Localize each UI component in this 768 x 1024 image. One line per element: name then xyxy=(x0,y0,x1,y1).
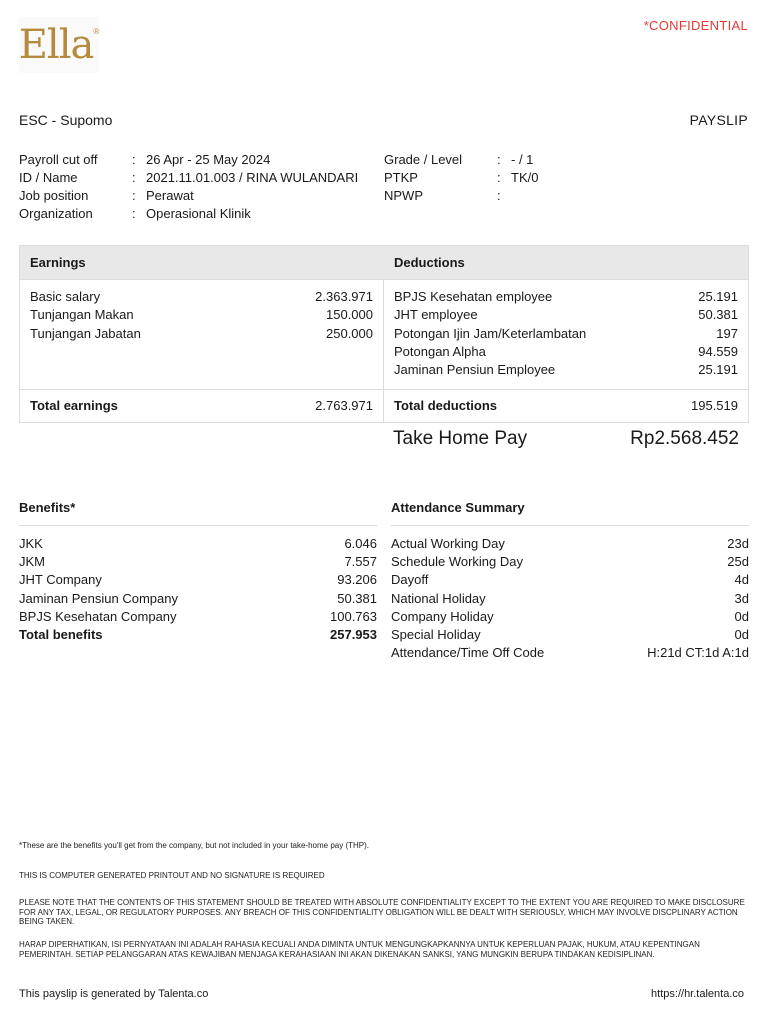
benefit-row xyxy=(19,608,377,626)
info-value: TK/0 xyxy=(511,170,539,185)
attendance-section xyxy=(391,499,749,662)
info-row xyxy=(384,151,538,169)
earnings-amount: 2.363.971 xyxy=(315,289,373,304)
total-benefits-label: Total benefits xyxy=(19,626,103,642)
info-label: ID / Name xyxy=(19,170,78,185)
deductions-list xyxy=(384,280,748,389)
attendance-label: National Holiday xyxy=(391,590,486,606)
table-header xyxy=(20,246,748,279)
attendance-row xyxy=(391,626,749,644)
attendance-label: Company Holiday xyxy=(391,608,494,624)
info-value: - / 1 xyxy=(511,152,534,167)
deduction-label: BPJS Kesehatan employee xyxy=(394,289,553,304)
info-row xyxy=(384,187,538,205)
total-deductions-amount: 195.519 xyxy=(691,398,738,413)
info-label: Payroll cut off xyxy=(19,152,98,167)
info-label: Organization xyxy=(19,206,93,221)
take-home-pay-amount: Rp2.568.452 xyxy=(630,428,739,449)
total-earnings xyxy=(20,390,384,422)
info-value: 2021.11.01.003 / RINA WULANDARI xyxy=(146,170,359,185)
attendance-row xyxy=(391,608,749,626)
benefit-row xyxy=(19,553,377,571)
deduction-amount: 94.559 xyxy=(698,343,738,359)
attendance-label: Special Holiday xyxy=(391,626,481,642)
table-body xyxy=(20,279,748,389)
take-home-pay-label: Take Home Pay xyxy=(393,428,528,449)
deduction-row xyxy=(394,288,738,306)
info-separator: : xyxy=(497,170,501,185)
document-title: PAYSLIP xyxy=(689,112,748,128)
earnings-label: Tunjangan Makan xyxy=(30,307,134,323)
deduction-label: Jaminan Pensiun Employee xyxy=(394,362,556,378)
earnings-row xyxy=(30,288,373,306)
logo-text: Ella xyxy=(18,22,94,68)
attendance-value: 3d xyxy=(734,590,749,606)
earnings-amount: 150.000 xyxy=(326,307,373,323)
benefit-row xyxy=(19,571,377,589)
info-separator: : xyxy=(132,188,136,203)
total-benefits-amount: 257.953 xyxy=(330,626,377,642)
deduction-amount: 50.381 xyxy=(698,307,738,323)
total-benefits xyxy=(19,626,377,644)
total-earnings-amount: 2.763.971 xyxy=(315,398,373,413)
attendance-heading: Attendance Summary xyxy=(391,499,749,526)
total-deductions-label: Total deductions xyxy=(394,398,498,413)
earnings-list xyxy=(20,280,384,389)
info-row xyxy=(19,151,358,169)
attendance-label: Schedule Working Day xyxy=(391,554,523,570)
talenta-url[interactable]: https://hr.talenta.co xyxy=(651,988,744,1000)
attendance-value: 23d xyxy=(727,536,749,551)
benefit-label: JKK xyxy=(19,536,43,551)
total-earnings-label: Total earnings xyxy=(30,398,118,413)
info-row xyxy=(384,169,538,187)
info-row xyxy=(19,187,358,205)
info-value: 26 Apr - 25 May 2024 xyxy=(146,152,271,167)
deduction-amount: 25.191 xyxy=(698,289,738,304)
benefits-footnote: *These are the benefits you'll get from the company, but not included in your take-home pay (THP). xyxy=(19,841,370,850)
computer-generated-note: THIS IS COMPUTER GENERATED PRINTOUT AND NO SIGNATURE IS REQUIRED xyxy=(19,871,325,880)
deduction-row xyxy=(394,306,738,324)
info-separator: : xyxy=(497,188,501,203)
attendance-label: Attendance/Time Off Code xyxy=(391,645,545,661)
deduction-label: Potongan Alpha xyxy=(394,343,486,359)
logo-registered-mark: ® xyxy=(93,26,100,36)
benefit-label: BPJS Kesehatan Company xyxy=(19,608,177,624)
attendance-row xyxy=(391,644,749,662)
take-home-pay xyxy=(393,428,739,450)
earnings-amount: 250.000 xyxy=(326,325,373,341)
attendance-value: 4d xyxy=(734,572,749,588)
benefit-amount: 93.206 xyxy=(337,572,377,588)
benefit-amount: 50.381 xyxy=(337,590,377,606)
deduction-row xyxy=(394,343,738,361)
deductions-heading: Deductions xyxy=(394,255,465,270)
attendance-label: Actual Working Day xyxy=(391,536,505,551)
earnings-label: Tunjangan Jabatan xyxy=(30,325,141,341)
attendance-value: H:21d CT:1d A:1d xyxy=(647,645,749,661)
company-logo xyxy=(19,17,99,73)
earnings-row xyxy=(30,306,373,324)
employee-info-left xyxy=(19,151,358,223)
benefit-label: JHT Company xyxy=(19,572,102,588)
benefit-amount: 100.763 xyxy=(330,608,377,624)
info-row xyxy=(19,169,358,187)
info-label: Grade / Level xyxy=(384,152,463,167)
confidential-label: *CONFIDENTIAL xyxy=(643,18,748,33)
info-separator: : xyxy=(132,206,136,221)
earnings-heading: Earnings xyxy=(30,255,86,270)
benefit-row xyxy=(19,590,377,608)
info-row xyxy=(19,205,358,223)
employee-info-right xyxy=(384,151,538,205)
earnings-deductions-table xyxy=(19,245,749,423)
company-name: ESC - Supomo xyxy=(19,112,113,128)
deduction-amount: 25.191 xyxy=(698,362,738,378)
deduction-label: JHT employee xyxy=(394,307,478,323)
generated-by: This payslip is generated by Talenta.co xyxy=(19,988,209,1000)
attendance-value: 25d xyxy=(727,554,749,570)
attendance-row xyxy=(391,571,749,589)
info-value: Perawat xyxy=(146,188,194,203)
earnings-row xyxy=(30,325,373,343)
info-separator: : xyxy=(132,170,136,185)
benefit-row xyxy=(19,535,377,553)
deduction-row xyxy=(394,361,738,379)
earnings-label: Basic salary xyxy=(30,289,101,304)
attendance-row xyxy=(391,553,749,571)
benefit-amount: 6.046 xyxy=(344,536,377,551)
info-label: PTKP xyxy=(384,170,418,185)
deduction-amount: 197 xyxy=(716,325,738,341)
deduction-row xyxy=(394,325,738,343)
benefit-label: Jaminan Pensiun Company xyxy=(19,590,178,606)
attendance-row xyxy=(391,590,749,608)
info-separator: : xyxy=(497,152,501,167)
deduction-label: Potongan Ijin Jam/Keterlambatan xyxy=(394,325,587,341)
attendance-value: 0d xyxy=(734,626,749,642)
table-totals xyxy=(20,389,748,422)
attendance-value: 0d xyxy=(734,608,749,624)
benefit-label: JKM xyxy=(19,554,45,570)
attendance-row xyxy=(391,535,749,553)
confidentiality-note-id: HARAP DIPERHATIKAN, ISI PERNYATAAN INI ADALAH RAHASIA KECUALI ANDA DIMINTA UNTUK MENGUNGKAPKANNYA UNTUK KEPERLUAN PAJAK, HUKUM, ATAU KEPENTINGAN PEMERINTAH. SETIAP PELANGGARAN ATAS KEWAJIBAN MENJAGA KERAHASIAAN INI AKAN DIKENAKAN SANKSI, YANG MUNGKIN BERUPA TINDAKAN KEDISIPLINAN. xyxy=(19,940,700,959)
benefit-amount: 7.557 xyxy=(344,554,377,570)
benefits-section xyxy=(19,499,377,644)
attendance-label: Dayoff xyxy=(391,572,429,588)
info-value: Operasional Klinik xyxy=(146,206,251,221)
total-deductions xyxy=(384,390,748,422)
info-label: NPWP xyxy=(384,188,423,203)
info-separator: : xyxy=(132,152,136,167)
benefits-heading: Benefits* xyxy=(19,499,377,526)
info-label: Job position xyxy=(19,188,89,203)
confidentiality-note-en: PLEASE NOTE THAT THE CONTENTS OF THIS STATEMENT SHOULD BE TREATED WITH ABSOLUTE CONFIDENTIALITY EXCEPT TO THE EXTENT YOU ARE REQUIRED TO MAKE DISCLOSURE FOR ANY TAX, LEGAL, OR REGULATORY PURPOSES. ANY BREACH OF THIS CONFIDENTIALITY OBLIGATION WILL BE DEALT WITH SERIOUSLY, WHICH MAY INVOLVE DISCPLINARY ACTION BEING TAKEN. xyxy=(19,898,745,926)
